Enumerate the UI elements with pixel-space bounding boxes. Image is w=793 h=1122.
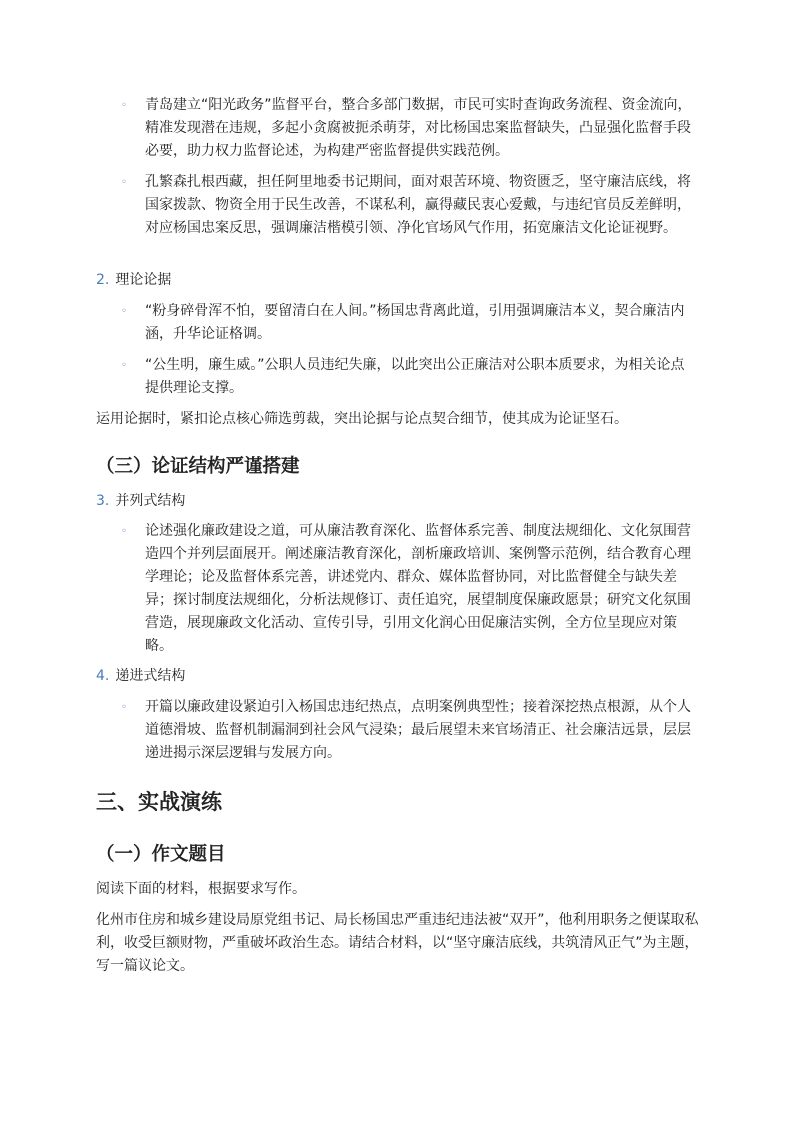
bullet-icon: ◦ — [121, 526, 127, 537]
numbered-item-text: 递进式结构 — [115, 668, 186, 684]
list-number: 3. — [96, 493, 110, 509]
paragraph-evidence-usage: 运用论据时，紧扣论点核心筛选剪裁，突出论据与论点契合细节，使其成为论证坚石。 — [96, 411, 628, 427]
numbered-item-text: 并列式结构 — [115, 493, 186, 509]
section-heading-essay-topic: （一）作文题目 — [96, 844, 226, 865]
paragraph-essay-material: 化州市住房和城乡建设局原党组书记、局长杨国忠严重违纪违法被“双开”，他利用职务之便谋取私利，收受巨额财物，严重破坏政治生态。请结合材料，以“坚守廉洁底线，共筑清风正气”为主题，写一篇议论文。 — [96, 912, 699, 974]
bullet-icon: ◦ — [121, 100, 127, 111]
list-item-text: 开篇以廉政建设紧迫引入杨国忠违纪热点，点明案例典型性；接着深挖热点根源，从个人道德滑坡、监督机制漏洞到社会风气浸染；最后展望未来官场清正、社会廉洁远景，层层递进揭示深层逻辑与发展方向。 — [145, 699, 691, 761]
numbered-item-theory — [96, 269, 171, 292]
bullet-icon: ◦ — [121, 360, 127, 371]
numbered-item-text: 理论论据 — [115, 272, 172, 288]
section-heading-structure: （三）论证结构严谨搭建 — [96, 456, 300, 477]
list-item-text: 孔繁森扎根西藏，担任阿里地委书记期间，面对艰苦环境、物资匮乏，坚守廉洁底线，将国家拨款、物资全用于民生改善，不谋私利，赢得藏民衷心爱戴，与违纪官员反差鲜明，对应杨国忠案反思，强调廉洁楷模引领、净化官场风气作用，拓宽廉洁文化论证视野。 — [145, 174, 691, 236]
numbered-item-parallel — [96, 490, 185, 513]
list-item-text: 青岛建立“阳光政务”监督平台，整合多部门数据，市民可实时查询政务流程、资金流向，精准发现潜在违规，多起小贪腐被扼杀萌芽，对比杨国忠案监督缺失，凸显强化监督手段必要，助力权力监督论述，为构建严密监督提供实践范例。 — [145, 97, 692, 159]
bullet-icon: ◦ — [121, 177, 127, 188]
list-number: 4. — [96, 668, 110, 684]
list-number: 2. — [96, 272, 110, 288]
list-item-text: “粉身碎骨浑不怕，要留清白在人间。”杨国忠背离此道，引用强调廉洁本义，契合廉洁内涵，升华论证格调。 — [145, 303, 685, 342]
bullet-icon: ◦ — [121, 702, 127, 713]
numbered-item-progressive — [96, 665, 185, 688]
list-item-text: “公生明，廉生威。”公职人员违纪失廉，以此突出公正廉洁对公职本质要求，为相关论点提供理论支撑。 — [145, 357, 685, 396]
bullet-icon: ◦ — [121, 306, 127, 317]
list-item-text: 论述强化廉政建设之道，可从廉洁教育深化、监督体系完善、制度法规细化、文化氛围营造四个并列层面展开。阐述廉洁教育深化，剖析廉政培训、案例警示范例，结合教育心理学理论；论及监督体系完善，讲述党内、群众、媒体监督协同，对比监督健全与缺失差异；探讨制度法规细化，分析法规修订、责任追究，展望制度保廉政愿景；研究文化氛围营造，展现廉政文化活动、宣传引导，引用文化润心田促廉洁实例，全方位呈现应对策略。 — [145, 523, 691, 654]
paragraph-instruction: 阅读下面的材料，根据要求写作。 — [96, 881, 306, 897]
chapter-heading-practice: 三、实战演练 — [96, 790, 222, 814]
